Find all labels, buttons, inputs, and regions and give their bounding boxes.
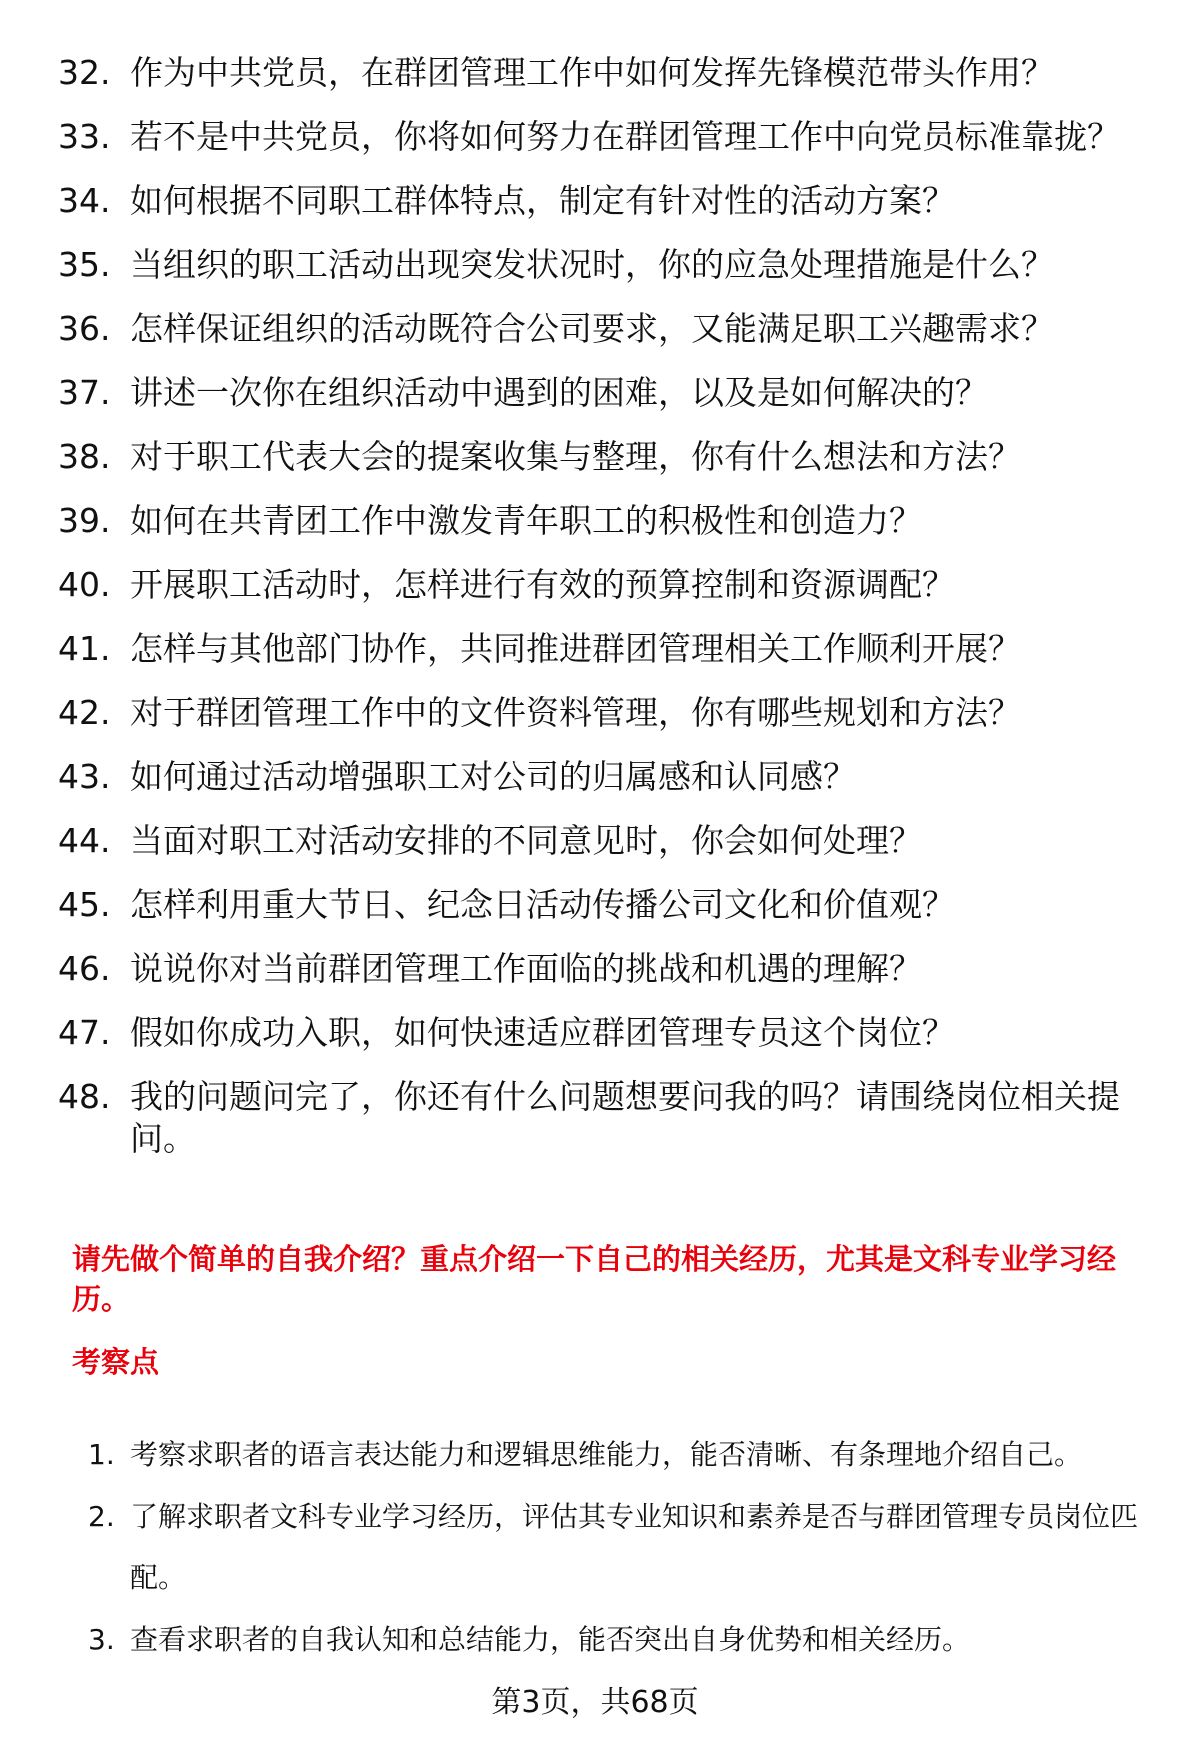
question-text: 怎样利用重大节日、纪念日活动传播公司文化和价值观？ bbox=[130, 885, 955, 924]
question-item bbox=[58, 180, 1148, 222]
question-item bbox=[58, 756, 1148, 798]
question-text: 假如你成功入职，如何快速适应群团管理专员这个岗位？ bbox=[130, 1013, 955, 1052]
point-number: 2. bbox=[88, 1500, 115, 1533]
point-text: 了解求职者文科专业学习经历，评估其专业知识和素养是否与群团管理专员岗位匹配。 bbox=[130, 1500, 1139, 1594]
question-text: 当面对职工对活动安排的不同意见时，你会如何处理？ bbox=[130, 821, 922, 860]
question-number: 37. bbox=[58, 373, 111, 412]
question-number: 39. bbox=[58, 501, 111, 540]
question-number: 40. bbox=[58, 565, 111, 604]
question-number: 32. bbox=[58, 53, 111, 92]
question-text: 若不是中共党员，你将如何努力在群团管理工作中向党员标准靠拢？ bbox=[130, 117, 1120, 156]
question-item bbox=[58, 692, 1148, 734]
question-number: 38. bbox=[58, 437, 111, 476]
question-item bbox=[58, 820, 1148, 862]
question-number: 33. bbox=[58, 117, 111, 156]
question-item bbox=[58, 1012, 1148, 1054]
question-text: 讲述一次你在组织活动中遇到的困难，以及是如何解决的？ bbox=[130, 373, 988, 412]
point-text: 查看求职者的自我认知和总结能力，能否突出自身优势和相关经历。 bbox=[130, 1623, 971, 1656]
question-text: 如何根据不同职工群体特点，制定有针对性的活动方案？ bbox=[130, 181, 955, 220]
question-item bbox=[58, 116, 1148, 158]
point-number: 1. bbox=[88, 1438, 115, 1471]
question-number: 44. bbox=[58, 821, 111, 860]
question-item bbox=[58, 436, 1148, 478]
question-item bbox=[58, 372, 1148, 414]
question-text: 我的问题问完了，你还有什么问题想要问我的吗？请围绕岗位相关提问。 bbox=[130, 1077, 1120, 1158]
question-text: 说说你对当前群团管理工作面临的挑战和机遇的理解？ bbox=[130, 949, 922, 988]
question-text: 当组织的职工活动出现突发状况时，你的应急处理措施是什么？ bbox=[130, 245, 1054, 284]
question-list bbox=[58, 52, 1148, 1182]
question-item bbox=[58, 948, 1148, 990]
question-text: 如何通过活动增强职工对公司的归属感和认同感？ bbox=[130, 757, 856, 796]
question-number: 47. bbox=[58, 1013, 111, 1052]
question-item bbox=[58, 52, 1148, 94]
question-text: 如何在共青团工作中激发青年职工的积极性和创造力？ bbox=[130, 501, 922, 540]
question-number: 41. bbox=[58, 629, 111, 668]
question-item bbox=[58, 884, 1148, 926]
question-number: 46. bbox=[58, 949, 111, 988]
question-text: 怎样与其他部门协作，共同推进群团管理相关工作顺利开展？ bbox=[130, 629, 1021, 668]
question-text: 开展职工活动时，怎样进行有效的预算控制和资源调配？ bbox=[130, 565, 955, 604]
question-number: 45. bbox=[58, 885, 111, 924]
point-text: 考察求职者的语言表达能力和逻辑思维能力，能否清晰、有条理地介绍自己。 bbox=[130, 1438, 1083, 1471]
question-item bbox=[58, 500, 1148, 542]
assessment-point bbox=[88, 1424, 1153, 1485]
question-item bbox=[58, 308, 1148, 350]
assessment-point bbox=[88, 1486, 1153, 1608]
question-text: 怎样保证组织的活动既符合公司要求，又能满足职工兴趣需求？ bbox=[130, 309, 1054, 348]
question-text: 对于群团管理工作中的文件资料管理，你有哪些规划和方法？ bbox=[130, 693, 1021, 732]
question-number: 34. bbox=[58, 181, 111, 220]
question-text: 作为中共党员，在群团管理工作中如何发挥先锋模范带头作用？ bbox=[130, 53, 1054, 92]
question-item bbox=[58, 244, 1148, 286]
question-item bbox=[58, 1076, 1148, 1160]
question-number: 36. bbox=[58, 309, 111, 348]
question-number: 43. bbox=[58, 757, 111, 796]
question-heading: 请先做个简单的自我介绍？重点介绍一下自己的相关经历，尤其是文科专业学习经历。 bbox=[72, 1242, 1117, 1316]
question-number: 35. bbox=[58, 245, 111, 284]
page-number: 第3页，共68页 bbox=[491, 1685, 699, 1720]
question-number: 42. bbox=[58, 693, 111, 732]
question-item bbox=[58, 628, 1148, 670]
assessment-point-list bbox=[88, 1424, 1153, 1671]
question-text: 对于职工代表大会的提案收集与整理，你有什么想法和方法？ bbox=[130, 437, 1021, 476]
question-number: 48. bbox=[58, 1077, 111, 1116]
assessment-points-heading: 考察点 bbox=[72, 1345, 160, 1379]
assessment-point bbox=[88, 1609, 1153, 1670]
question-item bbox=[58, 564, 1148, 606]
point-number: 3. bbox=[88, 1623, 115, 1656]
